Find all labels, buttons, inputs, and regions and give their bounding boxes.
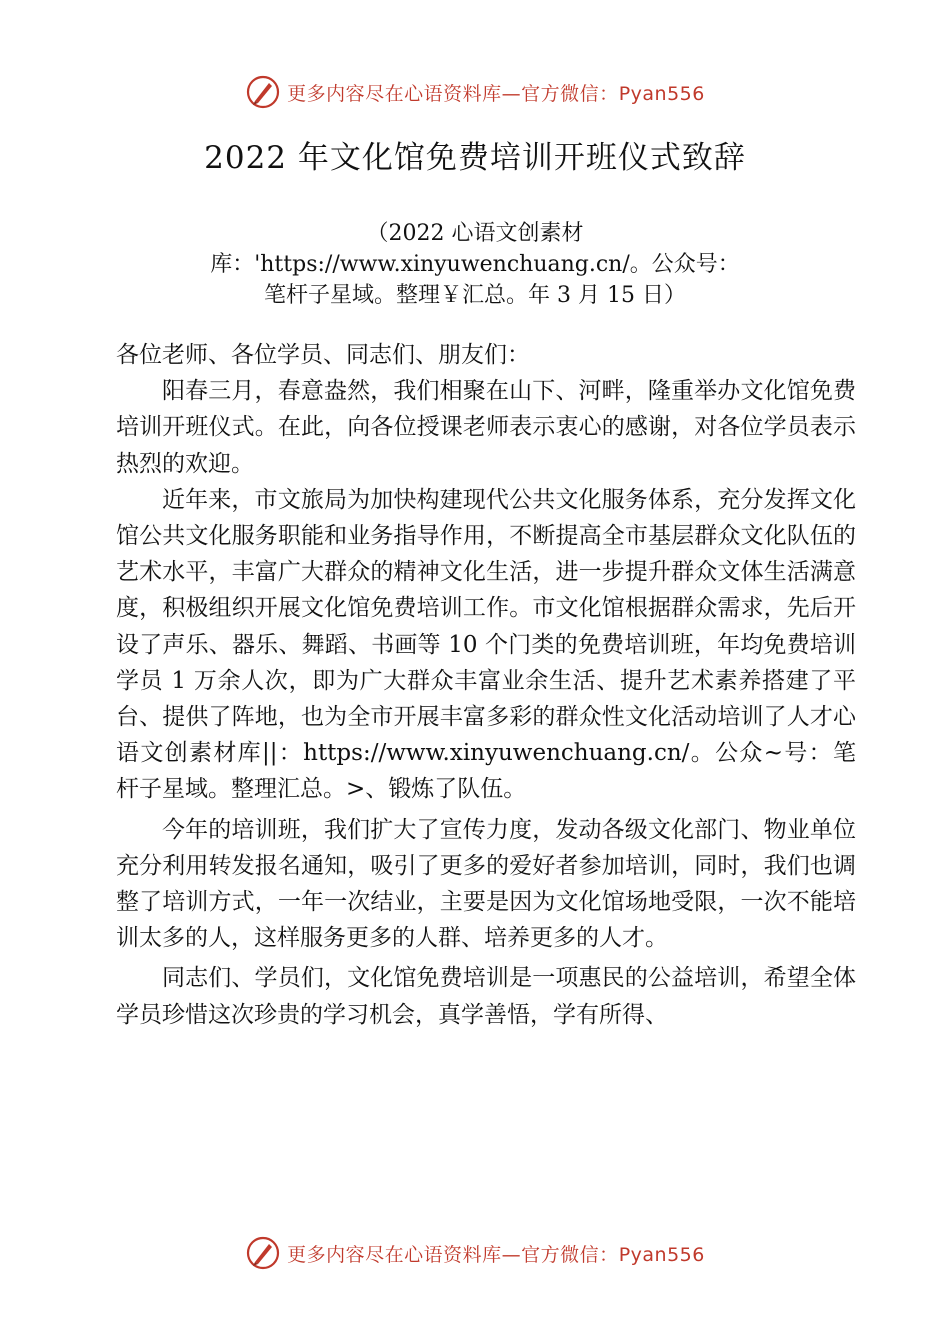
pen-logo-icon	[245, 1235, 281, 1271]
document-body	[116, 337, 856, 1033]
salutation: 各位老师、各位学员、同志们、朋友们：	[116, 342, 530, 368]
banner-text: 更多内容尽在心语资料库—官方微信：Pyan556	[287, 1243, 705, 1266]
paragraph-1: 阳春三月，春意盎然，我们相聚在山下、河畔，隆重举办文化馆免费培训开班仪式。在此，向各位授课老师表示衷心的感谢，对各位学员表示热烈的欢迎。	[116, 378, 856, 477]
wechat-id: Pyan556	[618, 1243, 705, 1266]
pen-logo-icon	[245, 74, 281, 110]
header-banner	[0, 72, 950, 112]
subtitle-line-1: （2022 心语文创素材	[366, 221, 584, 246]
subtitle-line-2: 库：'https://www.xinyuwenchuang.cn/。公众号：	[210, 252, 740, 277]
paragraph-4: 同志们、学员们，文化馆免费培训是一项惠民的公益培训，希望全体学员珍惜这次珍贵的学习机会，真学善悟，学有所得、	[116, 965, 856, 1028]
paragraph-2: 近年来，市文旅局为加快构建现代公共文化服务体系，充分发挥文化馆公共文化服务职能和业务指导作用，不断提高全市基层群众文化队伍的艺术水平，丰富广大群众的精神文化生活，进一步提升群众文体生活满意度，积极组织开展文化馆免费培训工作。市文化馆根据群众需求，先后开设了声乐、器乐、舞蹈、书画等 10 个门类的免费培训班，年均免费培训学员 1 万余人次，即为广大群众丰富业余生活、提升艺术素养搭建了平台、提供了阵地，也为全市开展丰富多彩的群众性文化活动培训了人才心语文创素材库||：https://www.xinyuwenchuang.cn/。公众~号：笔杆子星域。整理汇总。>、锻炼了队伍。	[116, 486, 856, 803]
paragraph-3: 今年的培训班，我们扩大了宣传力度，发动各级文化部门、物业单位充分利用转发报名通知，吸引了更多的爱好者参加培训，同时，我们也调整了培训方式，一年一次结业，主要是因为文化馆场地受限，一次不能培训太多的人，这样服务更多的人群、培养更多的人才。	[116, 816, 856, 952]
subtitle-line-3: 笔杆子星域。整理￥汇总。年 3 月 15 日）	[264, 283, 686, 308]
document-title: 2022 年文化馆免费培训开班仪式致辞	[204, 140, 746, 176]
banner-text: 更多内容尽在心语资料库—官方微信：Pyan556	[287, 82, 705, 105]
document-subtitle	[120, 218, 830, 311]
wechat-id: Pyan556	[618, 82, 705, 105]
footer-banner	[0, 1233, 950, 1273]
